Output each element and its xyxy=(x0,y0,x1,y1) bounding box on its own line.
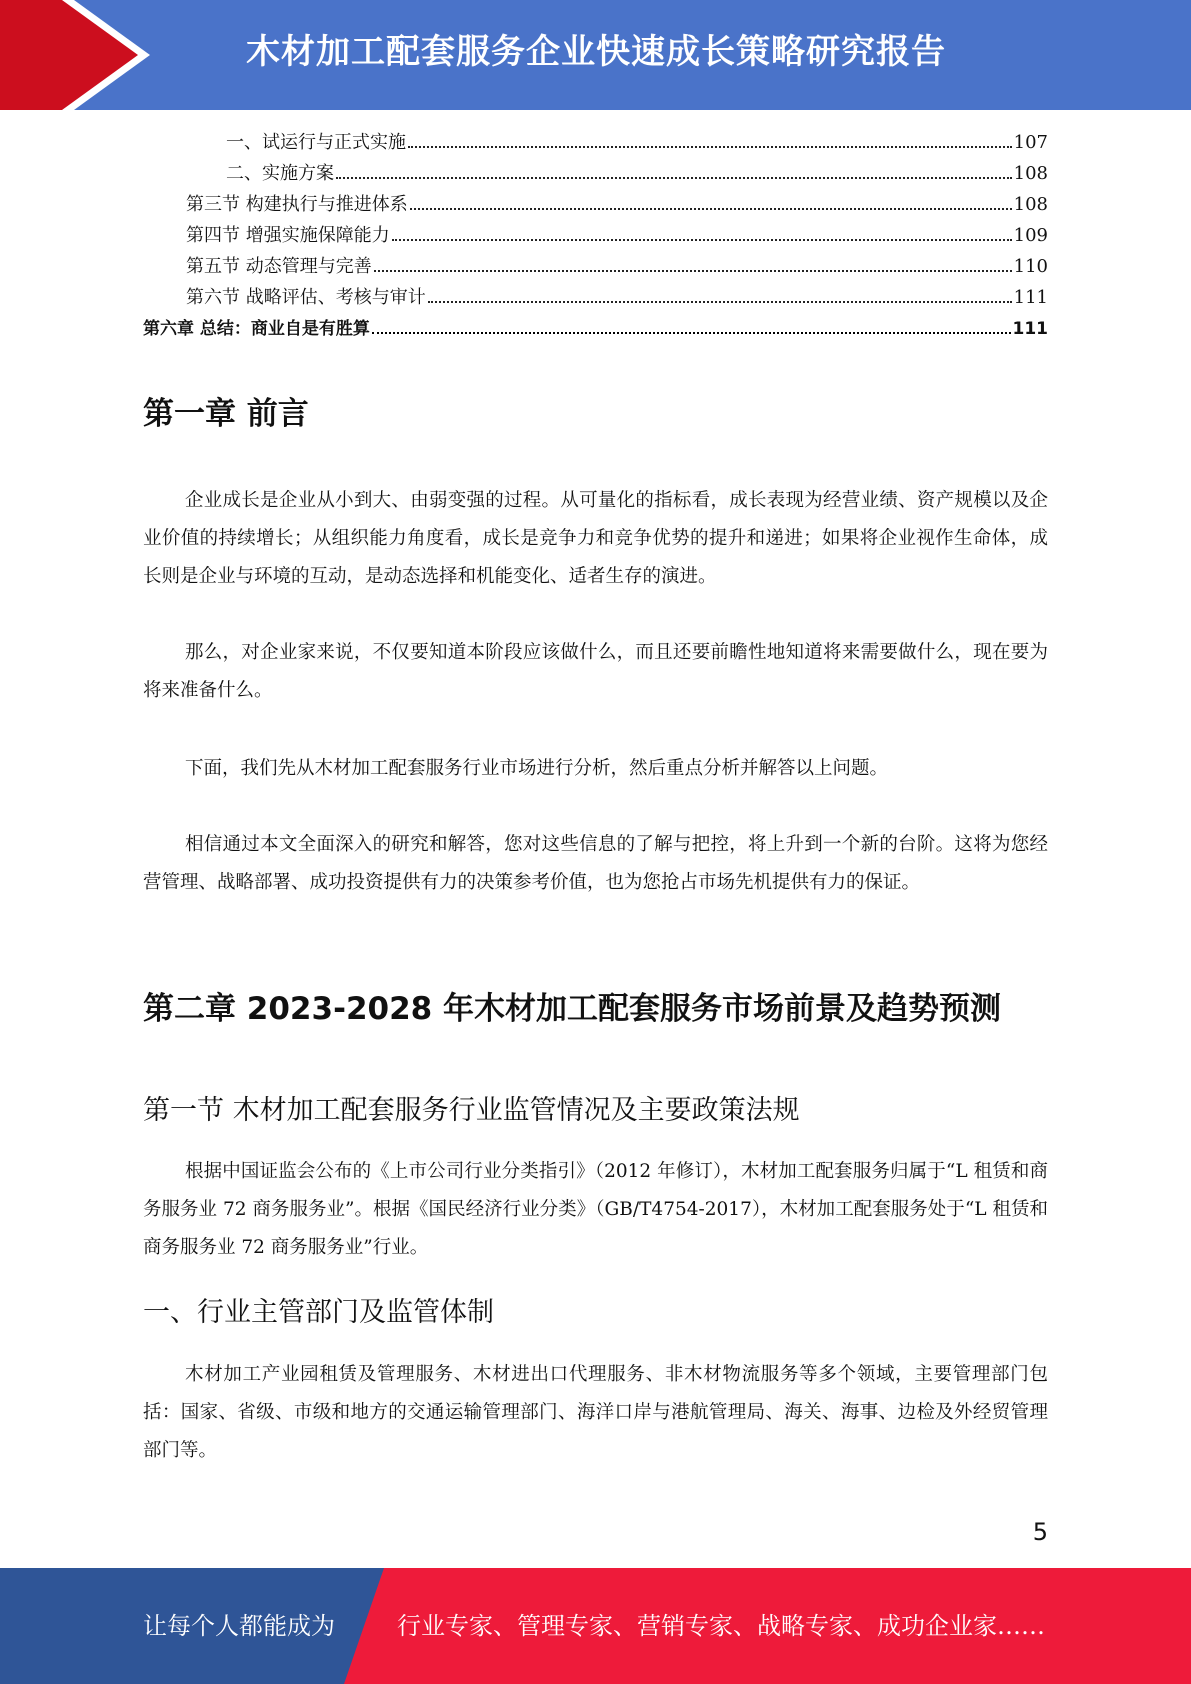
header-chevron-decoration xyxy=(0,0,160,110)
section-paragraph: 根据中国证监会公布的《上市公司行业分类指引》（2012 年修订），木材加工配套服务归属于“L 租赁和商务服务业 72 商务服务业”。根据《国民经济行业分类》（GB/T4754-2017），木材加工配套服务处于“L 租赁和商务服务业 72 商务服务业”行业。 xyxy=(143,1161,1048,1258)
toc-entry-page: 111 xyxy=(1013,287,1048,308)
toc-entry-label: 二、实施方案 xyxy=(226,163,334,184)
subsection-heading: 一、行业主管部门及监管体制 xyxy=(143,1297,494,1328)
toc-entry[interactable] xyxy=(143,128,1048,159)
toc-entry-label: 第五节 动态管理与完善 xyxy=(186,256,372,277)
toc-leader-dots xyxy=(372,332,1011,334)
toc-entry-chapter[interactable] xyxy=(143,314,1048,345)
toc-entry-label: 第六章 总结：商业自是有胜算 xyxy=(143,319,370,339)
toc-entry-page: 107 xyxy=(1013,132,1048,153)
toc-entry-label: 第三节 构建执行与推进体系 xyxy=(186,194,408,215)
toc-entry[interactable] xyxy=(143,283,1048,314)
table-of-contents xyxy=(143,128,1048,345)
toc-leader-dots xyxy=(428,301,1012,303)
page-header xyxy=(0,0,1191,110)
toc-entry-page: 110 xyxy=(1013,256,1048,277)
chapter2-heading: 第二章 2023-2028 年木材加工配套服务市场前景及趋势预测 xyxy=(143,991,1002,1027)
toc-entry[interactable] xyxy=(143,221,1048,252)
toc-entry-page: 108 xyxy=(1013,163,1048,184)
toc-leader-dots xyxy=(408,146,1012,148)
toc-leader-dots xyxy=(392,239,1012,241)
toc-entry-page: 108 xyxy=(1013,194,1048,215)
toc-entry-label: 第四节 增强实施保障能力 xyxy=(186,225,390,246)
footer-slogan-right: 行业专家、管理专家、营销专家、战略专家、成功企业家…… xyxy=(397,1612,1045,1640)
chapter1-heading: 第一章 前言 xyxy=(143,396,309,432)
footer-slogan-left: 让每个人都能成为 xyxy=(143,1612,335,1640)
toc-entry-label: 第六节 战略评估、考核与审计 xyxy=(186,287,426,308)
toc-entry-page: 111 xyxy=(1012,319,1048,339)
toc-leader-dots xyxy=(410,208,1012,210)
toc-leader-dots xyxy=(336,177,1012,179)
chapter1-paragraph: 企业成长是企业从小到大、由弱变强的过程。从可量化的指标看，成长表现为经营业绩、资产规模以及企业价值的持续增长；从组织能力角度看，成长是竞争力和竞争优势的提升和递进；如果将企业视作生命体，成长则是企业与环境的互动，是动态选择和机能变化、适者生存的演进。 xyxy=(143,490,1048,587)
chapter1-paragraph: 相信通过本文全面深入的研究和解答，您对这些信息的了解与把控，将上升到一个新的台阶。这将为您经营管理、战略部署、成功投资提供有力的决策参考价值，也为您抢占市场先机提供有力的保证。 xyxy=(143,834,1048,893)
chapter1-paragraph: 下面，我们先从木材加工配套服务行业市场进行分析，然后重点分析并解答以上问题。 xyxy=(185,758,889,779)
toc-leader-dots xyxy=(374,270,1012,272)
toc-entry[interactable] xyxy=(143,252,1048,283)
page-number: 5 xyxy=(1032,1518,1048,1546)
toc-entry[interactable] xyxy=(143,190,1048,221)
toc-entry-page: 109 xyxy=(1013,225,1048,246)
section-heading: 第一节 木材加工配套服务行业监管情况及主要政策法规 xyxy=(143,1095,800,1126)
report-title: 木材加工配套服务企业快速成长策略研究报告 xyxy=(246,32,946,72)
subsection-paragraph: 木材加工产业园租赁及管理服务、木材进出口代理服务、非木材物流服务等多个领域，主要管理部门包括：国家、省级、市级和地方的交通运输管理部门、海洋口岸与港航管理局、海关、海事、边检及外经贸管理部门等。 xyxy=(143,1364,1048,1461)
chapter1-paragraph: 那么，对企业家来说，不仅要知道本阶段应该做什么，而且还要前瞻性地知道将来需要做什么，现在要为将来准备什么。 xyxy=(143,642,1048,701)
page-footer xyxy=(0,1568,1191,1684)
toc-entry-label: 一、试运行与正式实施 xyxy=(226,132,406,153)
toc-entry[interactable] xyxy=(143,159,1048,190)
